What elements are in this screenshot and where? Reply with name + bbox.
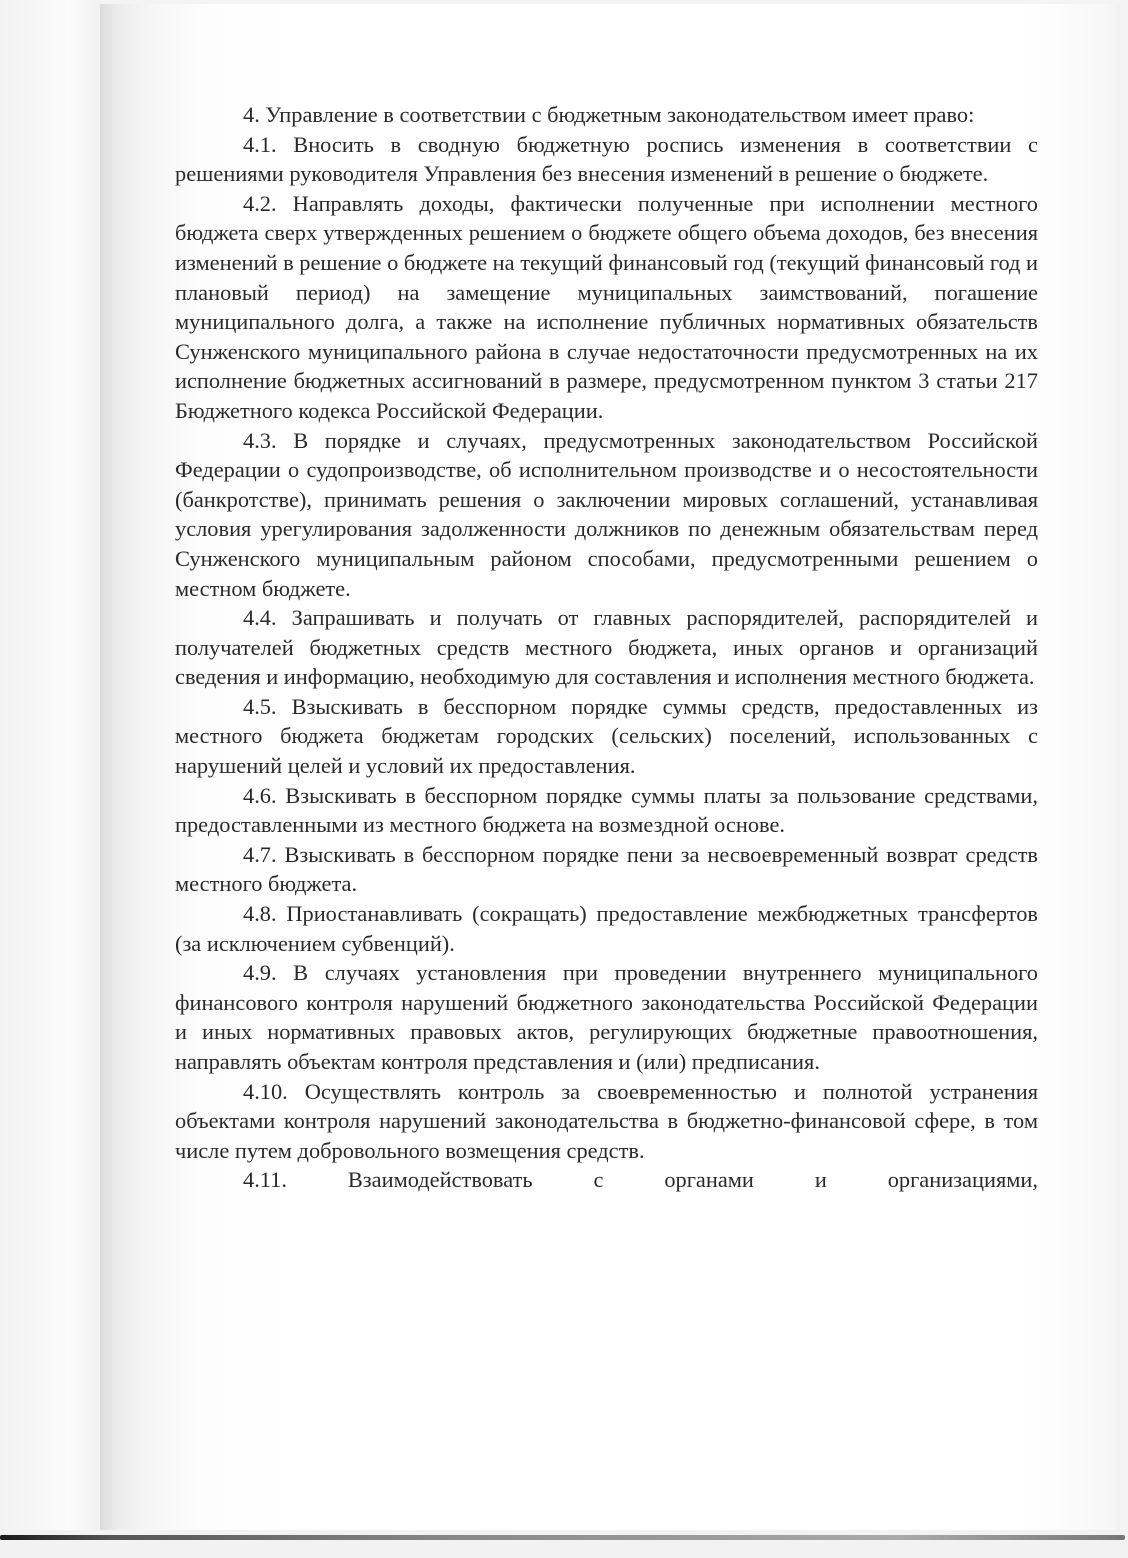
paragraph-4-3: 4.3. В порядке и случаях, предусмотренных законодательством Российской Федерации о судопроизводстве, об исполнительном производстве и о несостоятельности (банкротстве), принимать решения о заключении мировых соглашений, устанавливая условия урегулирования задолженности должников по денежным обязательствам перед Сунженского муниципальным районом способами, предусмотренными решением о местном бюджете. xyxy=(175,427,1038,601)
paragraph-4-2: 4.2. Направлять доходы, фактически полученные при исполнении местного бюджета сверх утвержденных решением о бюджете общего объема доходов, без внесения изменений в решение о бюджете на текущий финансовый год (текущий финансовый год и плановый период) на замещение муниципальных заимствований, погашение муниципального долга, а также на исполнение публичных нормативных обязательств Сунженского муниципального района в случае недостаточности предусмотренных на их исполнение бюджетных ассигнований в размере, предусмотренном пунктом 3 статьи 217 Бюджетного кодекса Российской Федерации. xyxy=(175,190,1038,423)
paragraph-4-5: 4.5. Взыскивать в бесспорном порядке суммы средств, предоставленных из местного бюджета бюджетам городских (сельских) поселений, использованных с нарушений целей и условий их предоставления. xyxy=(175,693,1038,779)
document-body xyxy=(175,100,1038,1195)
paragraph-4-6: 4.6. Взыскивать в бесспорном порядке суммы платы за пользование средствами, предоставленными из местного бюджета на возмездной основе. xyxy=(175,782,1038,838)
previous-page-edge xyxy=(0,0,100,1530)
paragraph-4-4: 4.4. Запрашивать и получать от главных распорядителей, распорядителей и получателей бюджетных средств местного бюджета, иных органов и организаций сведения и информацию, необходимую для составления и исполнения местного бюджета. xyxy=(175,605,1038,690)
paragraph-4-8: 4.8. Приостанавливать (сокращать) предоставление межбюджетных трансфертов (за исключением субвенций). xyxy=(175,901,1038,956)
paragraph-4-7: 4.7. Взыскивать в бесспорном порядке пени за несвоевременный возврат средств местного бюджета. xyxy=(175,841,1038,897)
paragraph-4-1: 4.1. Вносить в сводную бюджетную роспись изменения в соответствии с решениями руководителя Управления без внесения изменений в решение о бюджете. xyxy=(175,131,1038,187)
paragraph-4-10: 4.10. Осуществлять контроль за своевременностью и полнотой устранения объектами контроля нарушений законодательства в бюджетно-финансовой сфере, в том числе путем добровольного возмещения средств. xyxy=(175,1078,1038,1163)
paragraph-4-11: 4.11. Взаимодействовать с органами и организациями, xyxy=(243,1167,1038,1193)
paragraph-4-9: 4.9. В случаях установления при проведении внутреннего муниципального финансового контроля нарушений бюджетного законодательства Российской Федерации и иных нормативных правовых актов, регулирующих бюджетные правоотношения, направлять объектам контроля представления и (или) предписания. xyxy=(175,960,1038,1074)
paragraph-4: 4. Управление в соответствии с бюджетным законодательством имеет право: xyxy=(243,102,975,127)
page-bottom-shadow xyxy=(0,1535,1125,1540)
